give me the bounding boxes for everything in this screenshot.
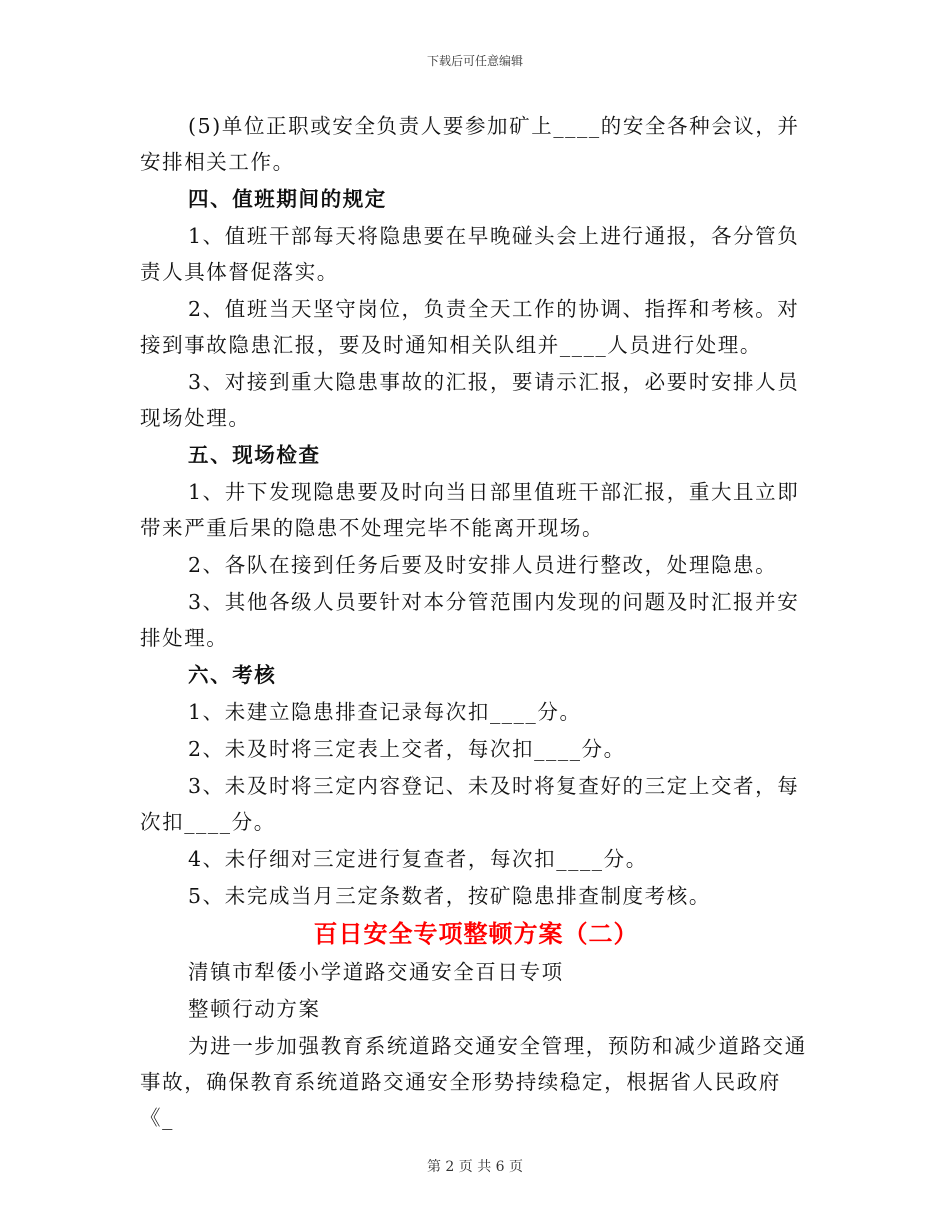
page-footer: 第 2 页 共 6 页 (426, 1159, 524, 1175)
paragraph: 3、对接到重大隐患事故的汇报，要请示汇报，必要时安排人员现场处理。 (140, 370, 800, 430)
paragraph: 整顿行动方案 (188, 997, 321, 1021)
paragraph: 2、各队在接到任务后要及时安排人员进行整改，处理隐患。 (188, 553, 778, 577)
paragraph: (5)单位正职或安全负责人要参加矿上____的安全各种会议，并安排相关工作。 (140, 114, 800, 174)
paragraph: 3、其他各级人员要针对本分管范围内发现的问题及时汇报并安排处理。 (140, 590, 800, 650)
paragraph: 1、井下发现隐患要及时向当日部里值班干部汇报，重大且立即带来严重后果的隐患不处理完毕不能离开现场。 (140, 480, 800, 540)
page-header: 下载后可任意编辑 (426, 54, 523, 68)
paragraph: 4、未仔细对三定进行复查者，每次扣____分。 (188, 847, 648, 871)
paragraph: 为进一步加强教育系统道路交通安全管理，预防和减少道路交通事故，确保教育系统道路交通安全形势持续稳定，根据省人民政府《_ (140, 1034, 807, 1130)
section-heading: 五、现场检查 (188, 443, 321, 467)
paragraph: 2、值班当天坚守岗位，负责全天工作的协调、指挥和考核。对接到事故隐患汇报，要及时通知相关队组并____人员进行处理。 (140, 297, 800, 357)
paragraph: 清镇市犁倭小学道路交通安全百日专项 (188, 960, 564, 984)
paragraph: 1、未建立隐患排查记录每次扣____分。 (188, 700, 582, 724)
paragraph: 3、未及时将三定内容登记、未及时将复查好的三定上交者，每次扣____分。 (140, 774, 800, 834)
paragraph: 1、值班干部每天将隐患要在早晚碰头会上进行通报，各分管负责人具体督促落实。 (140, 224, 800, 284)
paragraph: 2、未及时将三定表上交者，每次扣____分。 (188, 737, 626, 761)
section-title: 百日安全专项整顿方案（二） (313, 919, 639, 948)
document-body (140, 108, 812, 1136)
section-heading: 六、考核 (188, 663, 277, 687)
paragraph: 5、未完成当月三定条数者，按矿隐患排查制度考核。 (188, 884, 711, 908)
section-heading: 四、值班期间的规定 (188, 187, 387, 211)
